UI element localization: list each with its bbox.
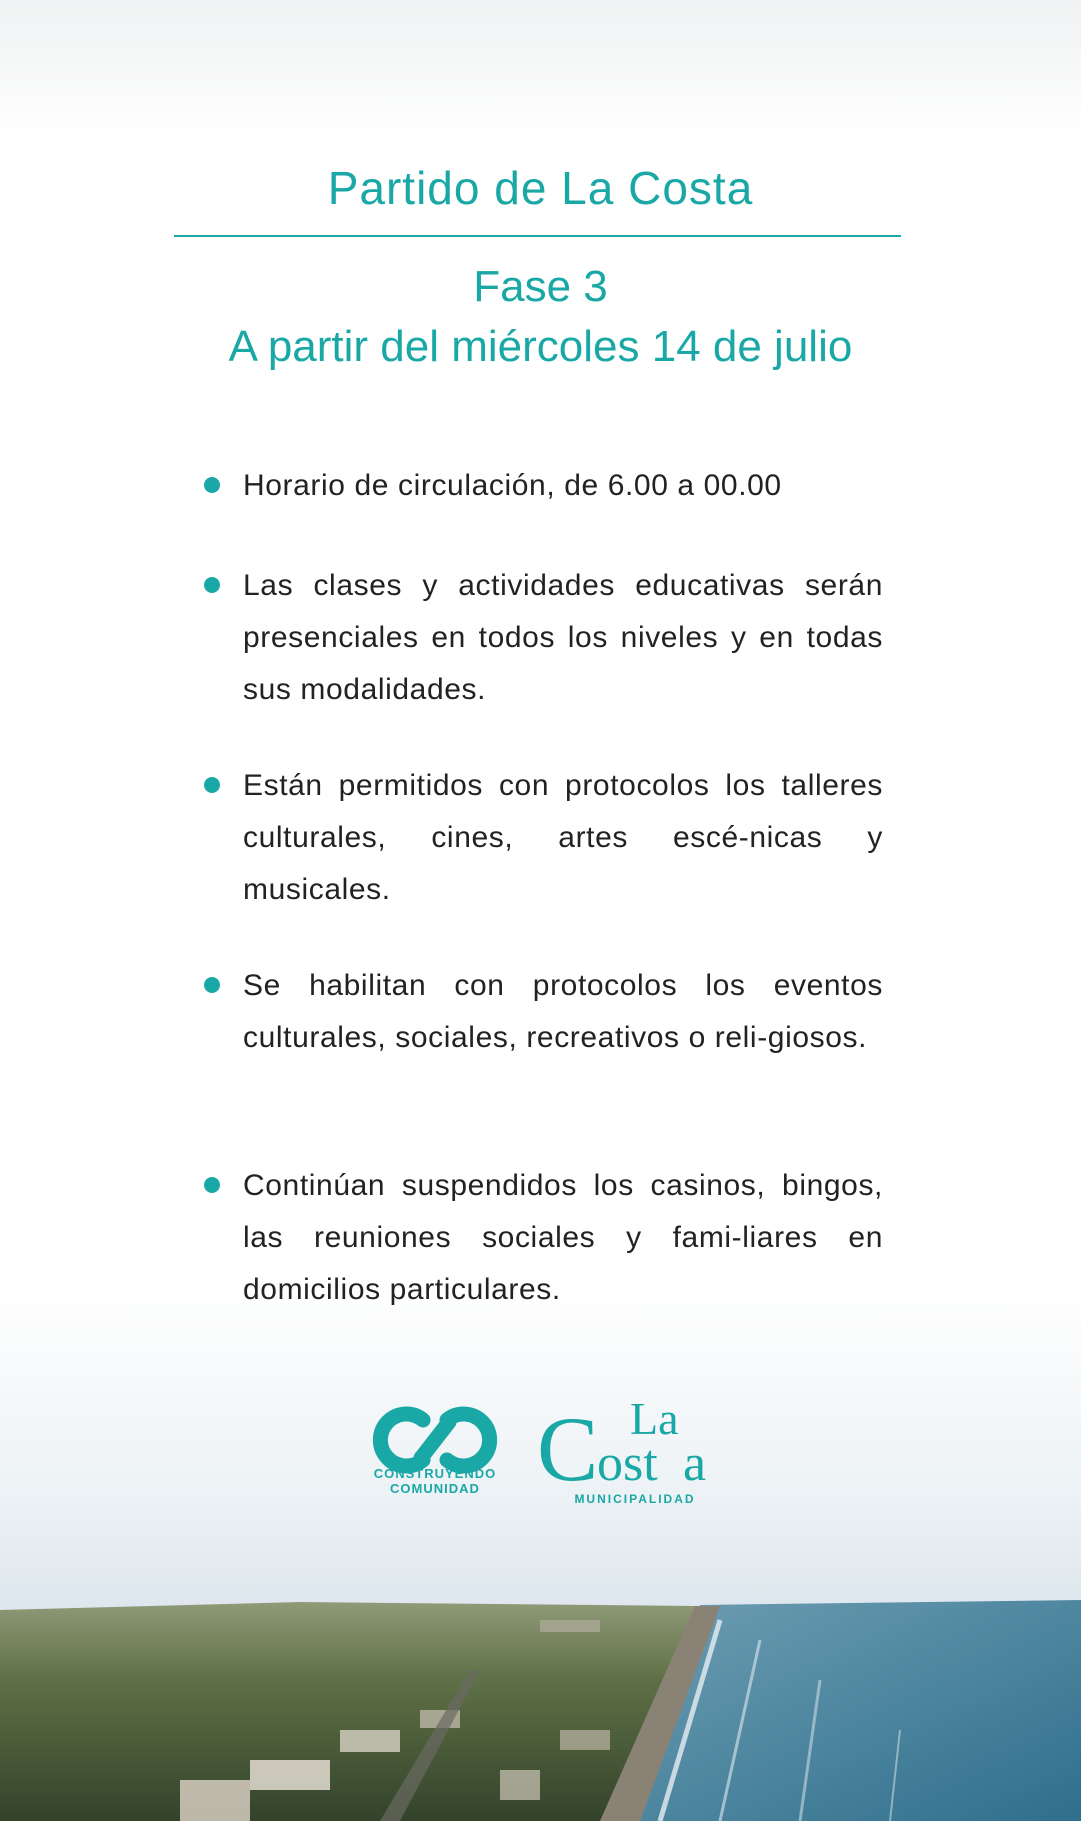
list-item-text: Se habilitan con protocolos los eventos culturales, sociales, recreativos o reli-giosos. [243, 969, 883, 1054]
logo-la: La [630, 1393, 679, 1444]
municipalidad-label: MUNICIPALIDAD [574, 1492, 696, 1506]
bullet-icon [204, 977, 220, 993]
logo-big-c: C [537, 1398, 599, 1490]
place-title: Partido de La Costa [327, 162, 754, 214]
construyendo-comunidad-label [350, 1466, 520, 1496]
list-item-text: Las clases y actividades educativas serán presenciales en todos los niveles y en todas sus modalidades. [243, 569, 883, 706]
phase-date: A partir del miércoles 14 de julio [228, 322, 853, 371]
bullet-icon [204, 477, 220, 493]
logo-label-line2: COMUNIDAD [390, 1481, 480, 1496]
title-divider [174, 235, 901, 237]
bullet-icon [204, 1177, 220, 1193]
bullet-icon [204, 577, 220, 593]
list-item-text: Continúan suspendidos los casinos, bingos, las reuniones sociales y fami-liares en domicilios particulares. [243, 1169, 883, 1306]
la-costa-logo [535, 1380, 735, 1490]
logo-a: a [683, 1435, 707, 1490]
phase-title: Fase 3 [473, 262, 608, 311]
coastline-photo [0, 1560, 1081, 1821]
bullet-icon [204, 777, 220, 793]
logo-ost: ost [597, 1435, 658, 1490]
logo-label-line1: CONSTRUYENDO [373, 1466, 497, 1481]
list-item-text: Horario de circulación, de 6.00 a 00.00 [243, 469, 782, 502]
top-sheen [0, 0, 1081, 140]
list-item-text: Están permitidos con protocolos los talleres culturales, cines, artes escé-nicas y musicales. [243, 769, 883, 906]
